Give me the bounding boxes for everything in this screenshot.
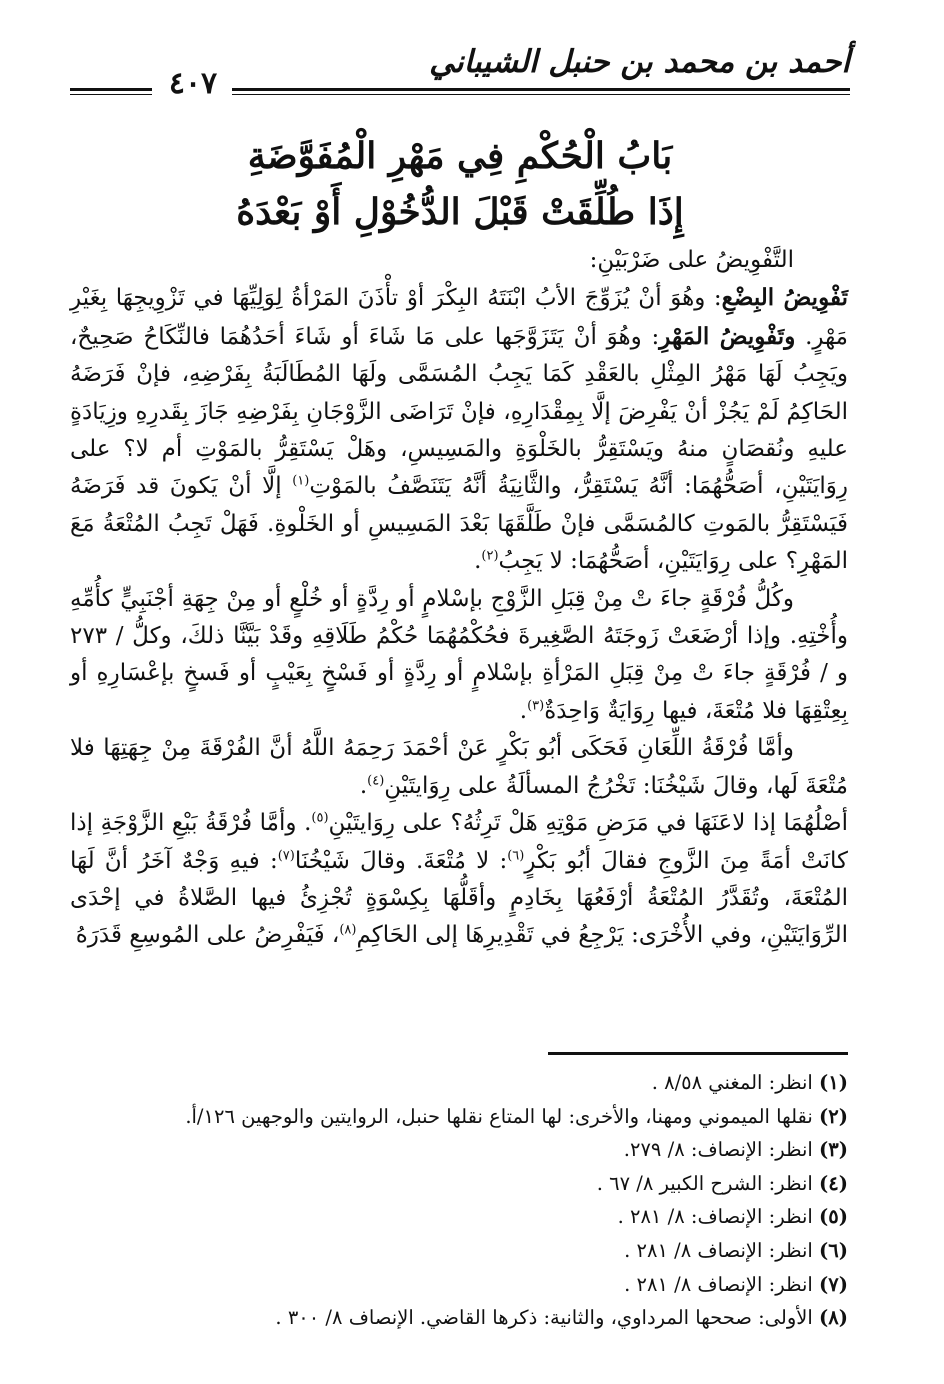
paragraph-1 [70, 242, 848, 279]
footnote-number: (٣) [819, 1138, 848, 1162]
footnote-number: (٦) [819, 1238, 848, 1262]
paragraph-text: ، فَيَفْرِضُ على المُوسِعِ قَدَرَهُ [75, 922, 340, 949]
paragraph-text: . [359, 772, 368, 799]
footnote-number: (٢) [819, 1104, 848, 1128]
footnote-item [88, 1100, 848, 1134]
footnote-ref[interactable]: (٤) [367, 773, 385, 789]
footnote-text: الأولى: صححها المرداوي، والثانية: ذكرها القاضي. الإنصاف ٨/ ٣٠٠ . [275, 1306, 813, 1330]
paragraph-3 [70, 581, 848, 731]
footnote-number: (٤) [819, 1171, 848, 1195]
footnote-number: (٨) [819, 1306, 848, 1330]
footnote-item [88, 1301, 848, 1335]
footnote-text: انظر: الإنصاف ٨/ ٢٨١ . [624, 1238, 813, 1262]
footnote-item [88, 1066, 848, 1100]
footnote-ref[interactable]: (٨) [339, 922, 357, 938]
footnote-separator [548, 1052, 848, 1055]
page-number: ٤٠٧ [168, 66, 218, 101]
heading-line-1: بَابُ الْحُكْمِ فِي مَهْرِ الْمُفَوَّضَةِ [247, 135, 673, 177]
header-rule [232, 88, 850, 95]
footnote-ref[interactable]: (٢) [481, 548, 499, 564]
footnote-number: (١) [819, 1071, 848, 1094]
paragraph-5 [70, 805, 848, 955]
heading-line-2: إِذَا طُلِّقَتْ قَبْلَ الدُّخُوْلِ أَوْ بَعْدَهُ [236, 191, 684, 233]
paragraph-text: وأمَّا فُرْقَةُ اللِّعَانِ فَحَكَى أبُو بَكْرٍ عَنْ أحْمَدَ رَحِمَهُ اللَّهُ أنَّ الفُرْقَةَ مِنْ جِهَتِهَا فلا مُتْعَةَ لَها، وقالَ شَيْخُنَا: تَخْرُجُ المسألَةُ على رِوَايتَيْنِ [70, 735, 848, 799]
paragraph-text: . [474, 548, 482, 575]
term-bold: وتَفْوِيضُ المَهْرِ [659, 322, 796, 350]
footnote-item [88, 1200, 848, 1234]
footnotes-list [88, 1066, 848, 1335]
footnote-ref[interactable]: (١) [292, 473, 310, 489]
footnote-ref[interactable]: (٣) [527, 698, 545, 714]
paragraph-text: إلَّا أنْ يَكونَ قد فَرَضَهُ فَيَسْتَقِرُّ بالمَوتِ كالمُسَمَّى فإنْ طَلَّقَهَا بَعْدَ المَسِيسِ أو الخَلْوةِ. فَهَلْ تَجِبُ المُتْعَةُ مَعَ المَهْرِ؟ على رِوَايَتَيْنِ، أصَحُّهُمَا: لا يَجِبُ [70, 473, 848, 575]
term-bold: تَفْوِيضُ البِضْعِ [721, 284, 848, 312]
paragraph-4 [70, 730, 848, 805]
paragraph-text: التَّفْوِيضُ على ضَرْبَيْنِ: [589, 247, 794, 273]
paragraph-text: : وهُوَ أنْ يَتَزَوَّجَها على مَا شَاءَ أو شَاءَ أحَدُهُمَا فالنِّكَاحُ صَحِيحٌ، ويَجِبُ لَهَا مَهْرُ المِثْلِ بالعَقْدِ كَمَا يَجِبُ المُسَمَّى ولَهَا المُطَالَبَةُ بِفَرْضِهِ، فإنْ فَرَضَهُ الحَاكِمُ لَمْ يَجُزْ أنْ يَفْرِضَ إلَّا بِمِقْدَارِهِ، فإنْ تَرَاضَى الزَّوْجَانِ بِفَرْضِهِ جَازَ بِقَدرِهِ وزِيَادَةٍ عليهِ ونُقصَانٍ منهُ ويَسْتَقِرُّ بالخَلْوَةِ والمَسِيسِ، وهَلْ يَسْتَقِرُّ بالمَوْتِ أم لا؟ على رِوَايَتَيْنِ، أصَحُّهُمَا: أنَّهُ يَسْتَقِرُّ، والثَّانِيَةُ أنَّهُ يَتَنَصَّفُ بالمَوْتِ [70, 323, 848, 500]
footnote-ref[interactable]: (٧) [277, 847, 295, 863]
footnote-number: (٥) [819, 1205, 848, 1229]
running-header [70, 44, 850, 102]
footnote-text: نقلها الميموني ومهنا، والأخرى: لها المتاع نقلها حنبل، الروايتين والوجهين ١٢٦/أ. [185, 1104, 813, 1128]
footnote-text: انظر: الشرح الكبير ٨/ ٦٧ . [596, 1171, 813, 1195]
paragraph-text: . وأمَّا فُرْقَةُ بَيْعِ الزَّوْجَةِ إذا كانَتْ أمَةً مِنَ الزَّوجِ فقالَ أبُو بَكْرٍ [70, 810, 848, 874]
paragraph-text: أصْلُهُمَا إذا لاعَنَهَا في مَرَضِ مَوْتِهِ هَلْ تَرِثُهُ؟ على رِوَايتَيْنِ [328, 810, 848, 837]
footnote-item [88, 1133, 848, 1167]
footnote-text: انظر: الإنصاف: ٨/ ٢٧٩. [623, 1138, 813, 1162]
paragraph-2 [70, 279, 848, 580]
paragraph-text: : فيهِ وَجْهٌ آخَرُ أنَّ لَهَا المُتْعَةَ، وتُقَدَّرُ المُتْعَةُ أرْفَعُهَا بِخَادِمٍ وأقَلُّهَا بِكِسْوَةٍ تُجْزِئُ فيها الصَّلاةُ في إحْدَى الرِّوَايَتَيْنِ، وفي الأُخْرَى: يَرْجِعُ في تَقْدِيرِهَا إلى الحَاكِمِ [70, 847, 848, 949]
paragraph-text: وكُلُّ فُرْقَةٍ جاءَ تْ مِنْ قِبَلِ الزَّوْجِ بإسْلامٍ أو رِدَّةٍ أو خُلْعٍ أو مِنْ جِهَةِ أجْنَبِيٍّ كأُمِّهِ وأُخْتِهِ. وإذا أرْضَعَتْ زَوجَتَهُ الصَّغِيرةَ فحُكْمُهُمَا حُكْمُ طَلَاقِهِ وقَدْ بَيَّنَّا ذلكَ، وكلُّ / ٢٧٣ و / فُرْقَةٍ جاءَ تْ مِنْ قِبَلِ المَرْأةِ بإسْلامٍ أو رِدَّةٍ أو فَسْخٍ بِعَيْبٍ أو فَسخٍ بإعْسَارِهِ أو بِعِتْقِهَا فلا مُتْعَةَ، فيها رِوَايَةٌ وَاحِدَةٌ [70, 585, 848, 724]
footnote-number: (٧) [819, 1272, 848, 1296]
footnote-text: انظر: المغني ٨/٥٨ . [651, 1071, 813, 1094]
header-rule-left [70, 88, 152, 95]
footnote-text: انظر: الإنصاف ٨/ ٢٨١ . [624, 1272, 813, 1296]
paragraph-text: : لا مُتْعَةَ. وقالَ شَيْخُنَا [294, 847, 508, 874]
footnote-ref[interactable]: (٦) [507, 847, 525, 863]
chapter-heading [70, 128, 850, 240]
body-text [70, 242, 848, 955]
footnote-item [88, 1234, 848, 1268]
footnote-item [88, 1268, 848, 1302]
footnote-text: انظر: الإنصاف: ٨/ ٢٨١ . [617, 1205, 813, 1229]
paragraph-text: : وهُوَ أنْ يُزَوِّجَ الأبُ ابْنَتَهُ البِكْرَ أوْ تأْذَنَ المَرْأةُ لِوَلِيِّهَا في تَزْوِيجِهَا بِغَيْرِ مَهْرٍ. [70, 285, 848, 350]
paragraph-text: . [519, 697, 528, 724]
footnote-item [88, 1167, 848, 1201]
footnote-ref[interactable]: (٥) [311, 810, 329, 826]
header-title: أحمد بن محمد بن حنبل الشيباني [429, 44, 850, 80]
